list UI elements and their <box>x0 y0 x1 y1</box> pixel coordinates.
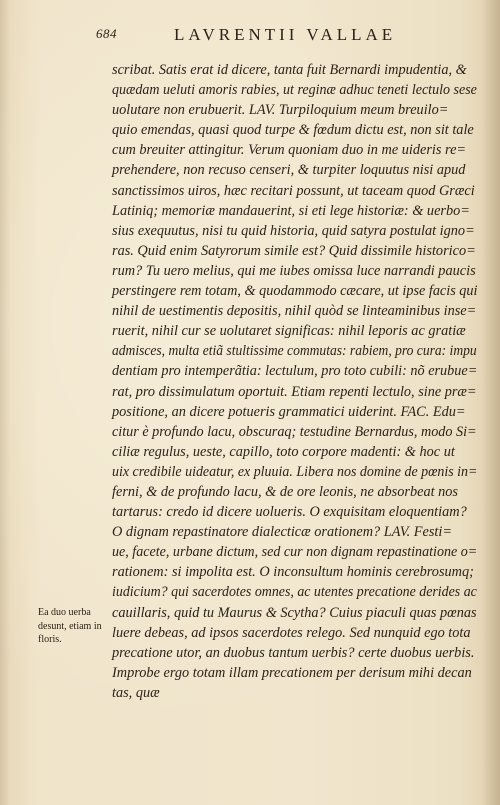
text-line: positione, an dicere potueris grammatici uiderint. FAC. Edu= <box>112 403 466 420</box>
text-line: scribat. Satis erat id dicere, tanta fuit Bernardi impudentia, & <box>112 62 467 78</box>
text-line: nihil de uestimentis depositis, nihil quòd se linteaminibus inse= <box>112 303 477 320</box>
text-line: Improbe ergo totam illam precationem per derisum mihi decan <box>112 664 472 681</box>
text-line: quædam ueluti amoris rabies, ut reginæ adhuc teneti lectulo sese <box>112 82 477 99</box>
gutter-shadow <box>482 0 500 805</box>
text-line: ue, facete, urbane dictum, sed cur non dignam repastinatione o= <box>112 544 478 561</box>
text-line: tartarus: credo id dicere uolueris. O exquisitam eloquentiam? <box>112 504 467 521</box>
text-line: O dignam repastinatore dialecticæ orationem? LAV. Festi= <box>112 524 452 541</box>
running-title: LAVRENTII VALLAE <box>174 25 397 44</box>
text-line: dentiam pro intemperãtia: lectulum, pro toto cubili: nõ erubue= <box>112 363 478 380</box>
text-line: iudicium? qui sacerdotes omnes, ac utentes precatione derides ac <box>112 584 477 601</box>
text-line: rationem: si impolita est. O inconsultum hominis cerebrosumq; <box>112 564 474 581</box>
margin-note-line: floris. <box>38 634 62 645</box>
text-line: ciliæ regulus, ueste, capillo, toto corpore madenti: & hoc ut <box>112 443 455 460</box>
text-line: admisces, multa etiã stultissime commutas: rabiem, pro cura: impu <box>112 343 477 360</box>
text-line: cauillaris, quid tu Maurus & Scytha? Cuius piaculi quas pœnas <box>112 604 477 621</box>
text-line: prehendere, non recuso censeri, & turpiter loquutus nisi apud <box>112 162 466 179</box>
text-line: rum? Tu uero melius, qui me iubes omissa luce narrandi paucis <box>112 262 476 279</box>
text-line: perstingere rem totam, & quodammodo cæcare, ut ipse facis qui <box>112 283 478 300</box>
text-line: sanctissimos uiros, hæc recitari possunt, ut taceam quod Græci <box>112 182 475 199</box>
text-line: quio emendas, quasi quod turpe & fœdum dictu est, non sit tale <box>112 122 474 139</box>
text-line: uolutare non erubuerit. LAV. Turpiloquium meum breuilo= <box>112 102 449 119</box>
margin-note-line: desunt, etiam in <box>38 620 102 632</box>
text-line: Latiniq; memoriæ mandauerint, si eti lege historiæ: & uerbo= <box>112 202 470 219</box>
left-edge-shadow <box>0 0 10 805</box>
text-line: precatione utor, an duobus tantum uerbis? certe duobus uerbis. <box>112 644 475 661</box>
text-line: cum breuiter attingitur. Verum quoniam duo in me uideris re= <box>112 142 467 159</box>
text-line: citur è profundo lacu, obscuraq; testudine Bernardus, modo Si= <box>112 423 477 440</box>
body-text <box>112 60 477 703</box>
text-line: luere debeas, ad ipsos sacerdotes relego. Sed nunquid ego tota <box>112 624 471 641</box>
text-line: rat, pro dissimulatum oportuit. Etiam repenti lectulo, sine præ= <box>112 383 477 400</box>
page-number: 684 <box>96 26 117 41</box>
text-line: ras. Quid enim Satyrorum simile est? Quid dissimile historico= <box>112 242 476 259</box>
text-line: tas, quæ <box>112 684 160 701</box>
text-line: ruerit, nihil cur se uolutaret significas: nihil leporis ac gratiæ <box>112 323 466 340</box>
text-line: uix credibile uideatur, ex pluuia. Libera nos domine de pœnis in= <box>112 463 478 480</box>
margin-note-line: Ea duo uerba <box>38 607 91 618</box>
margin-note <box>38 606 118 647</box>
text-line: sius exequutus, nisi tu quid historia, quid satyra postulat igno= <box>112 222 475 239</box>
text-line: ferni, & de profundo lacu, & de ore leonis, ne absorbeat nos <box>112 483 459 500</box>
page-header <box>96 26 476 48</box>
